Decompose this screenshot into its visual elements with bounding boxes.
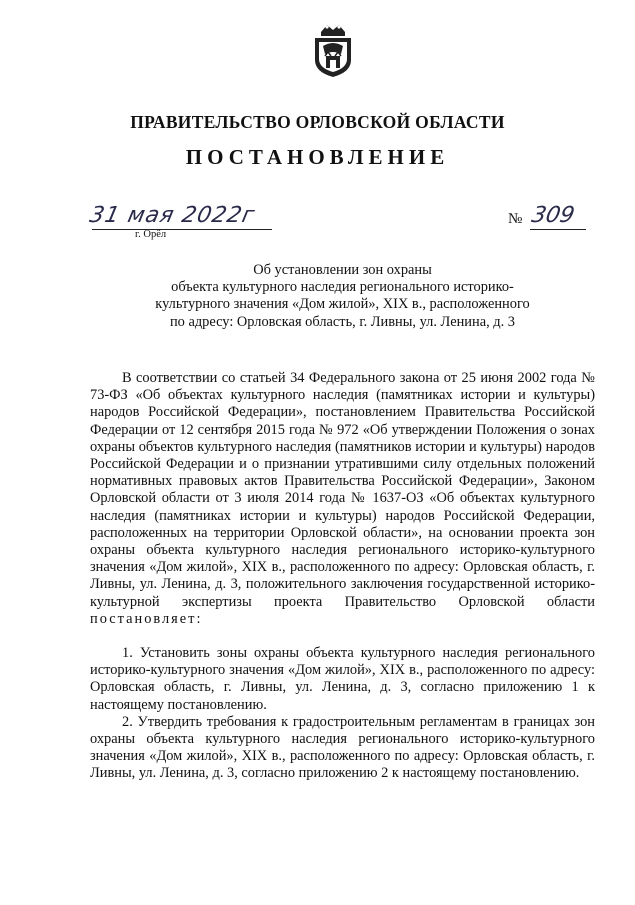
subject-line: Об установлении зон охраны <box>253 262 432 278</box>
preamble-text: В соответствии со статьей 34 Федерального закона от 25 июня 2002 года № 73-ФЗ «Об объектах культурного наследия (памятниках истории и культуры) народов Российской Федерации», постановлением Правительства Российской Федерации от 12 сентября 2015 года № 972 «Об утверждении Положения о зонах охраны объектов культурного наследия (памятников истории и культуры) народов Российской Федерации и о признании утратившими силу отдельных положений нормативных правовых актов Правительства Российской Федерации», Законом Орловской области от 3 июля 2014 года № 1637-ОЗ «Об объектах культурного наследия (памятниках истории и культуры) народов Российской Федерации, расположенных на территории Орловской области», на основании проекта зон охраны объекта культурного наследия регионального историко-культурного значения «Дом жилой», XIX в., расположенного по адресу: Орловская область, г. Ливны, ул. Ленина, д. 3, положительного заключения государственной историко-культурной экспертизы проекта Правительство Орловской области <box>90 370 595 610</box>
subject-line: по адресу: Орловская область, г. Ливны, ул. Ленина, д. 3 <box>169 313 516 330</box>
subject-line: объекта культурного наследия регионального историко- <box>171 279 514 296</box>
orel-region-coat-of-arms-icon <box>311 22 355 78</box>
handwritten-date: 31 мая 2022г <box>87 203 258 228</box>
decree-keyword: постановляет: <box>90 610 203 627</box>
subject-line: культурного значения «Дом жилой», XIX в., расположенного <box>155 296 530 313</box>
subject-heading <box>90 262 595 331</box>
date-underline <box>92 229 272 230</box>
organization-name: ПРАВИТЕЛЬСТВО ОРЛОВСКОЙ ОБЛАСТИ <box>130 112 505 132</box>
handwritten-number: 309 <box>529 203 577 228</box>
preamble-paragraph <box>90 370 595 628</box>
number-sign: № <box>508 211 523 227</box>
decree-item-2: 2. Утвердить требования к градостроительным регламентам в границах зон охраны объекта культурного наследия регионального историко-культурного значения «Дом жилой», XIX в., расположенного по адресу: Орловская область, г. Ливны, ул. Ленина, д. 3, согласно приложению 2 к настоящему постановлению. <box>90 713 595 782</box>
document-body <box>90 370 595 783</box>
number-underline <box>530 229 586 230</box>
decree-item-1: 1. Установить зоны охраны объекта культурного наследия регионального историко-культурного значения «Дом жилой», XIX в., расположенного по адресу: Орловская область, г. Ливны, ул. Ленина, д. 3, согласно приложению 1 к настоящему постановлению. <box>90 645 595 713</box>
document-type-title: ПОСТАНОВЛЕНИЕ <box>185 145 450 169</box>
city-label: г. Орёл <box>135 229 167 240</box>
